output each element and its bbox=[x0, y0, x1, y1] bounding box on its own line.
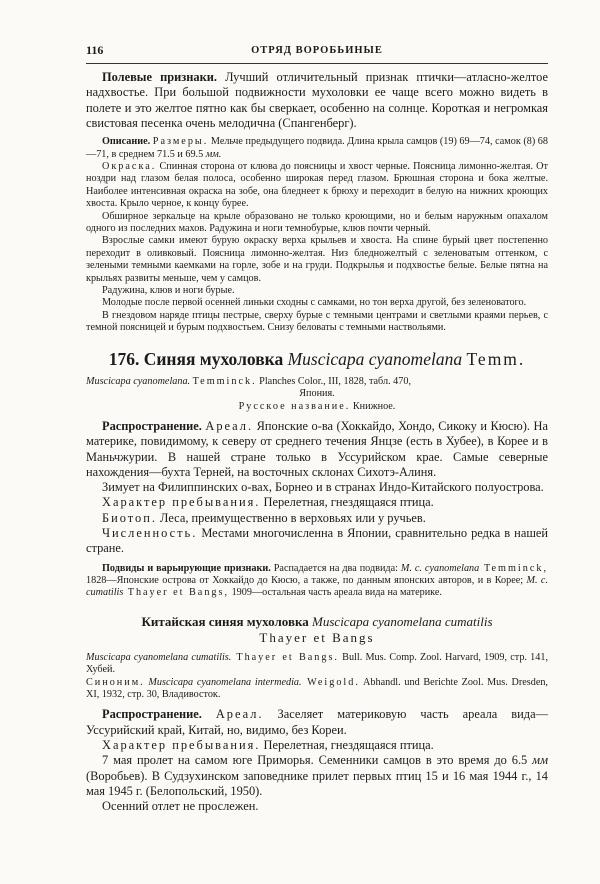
subspecies-text-3: 1909—остальная часть ареала вида на материке. bbox=[229, 587, 442, 599]
species-heading bbox=[86, 348, 548, 370]
subspecies-ref-text: Bull. Mus. Comp. Zool. Harvard, 1909, стр. 141, Хубей. bbox=[86, 651, 548, 676]
nestling-paragraph: В гнездовом наряде птицы пестрые, сверху бурые с темными центрами и светлыми краями перьев, с темной поясницей и бурым подхвостьем. Снизу беловаты с темными наствольями. bbox=[86, 309, 548, 334]
coloration-label: Окраска. bbox=[102, 161, 157, 172]
migration-text-1: 7 мая пролет на самом юге Приморья. Семенники самцов в это время до 6.5 bbox=[102, 753, 533, 768]
autumn-paragraph: Осенний отлет не прослежен. bbox=[102, 799, 259, 814]
subspecies-ref-authors: Thayer et Bangs. bbox=[231, 651, 339, 663]
species-name-lat: Muscicapa cyanomelana bbox=[287, 348, 463, 369]
field-marks-paragraph bbox=[86, 70, 548, 131]
migration-unit: мм bbox=[532, 753, 548, 768]
size-text: Мельче предыдущего подвида. Длина крыла самцов (19) 69—74, самок (8) 68—71, в среднем 71.5 и 69.5 bbox=[86, 136, 548, 160]
subspecies-stay-text: Перелетная, гнездящаяся птица. bbox=[260, 738, 434, 753]
subspecies-distribution bbox=[86, 707, 548, 738]
migration-paragraph bbox=[86, 753, 548, 799]
species-number: 176. bbox=[108, 348, 140, 369]
description-paragraph bbox=[86, 136, 548, 161]
distribution-text: Японские о-ва (Хоккайдо, Хондо, Сикоку и Кюсю). На материке, повидимому, к северу от среднего течения Янцзе (есть в Хубее), в Корее и в Маньчжурии. В нашей стране только в Уссурийском крае. Самые северные нахождения—бухта Терней, на восточных склонах Сихотэ-Алиня. bbox=[86, 418, 548, 479]
russian-name: Книжное. bbox=[350, 400, 396, 412]
subspecies-ref-name: Muscicapa cyanomelana cumatilis. bbox=[86, 651, 232, 663]
subspecies-distribution-text: Заселяет материковую часть ареала вида—Уссурийский край, Китай, но, видимо, без Кореи. bbox=[86, 707, 548, 737]
size-unit: мм. bbox=[205, 148, 222, 160]
species-name-ru: Синяя мухоловка bbox=[143, 348, 284, 369]
abundance-label: Численность. bbox=[102, 525, 198, 540]
areal-label: Ареал. bbox=[205, 418, 254, 433]
subspecies-title-lat: Muscicapa cyanomelana cumatilis bbox=[312, 613, 493, 629]
females-eyes-paragraph: Радужина, клюв и ноги бурые. bbox=[102, 285, 235, 297]
ref-place: Япония. bbox=[299, 388, 335, 400]
header-rule bbox=[86, 63, 548, 64]
size-label: Размеры. bbox=[152, 136, 209, 148]
synonym-name: Muscicapa cyanomelana intermedia. bbox=[144, 676, 302, 688]
subspecies-reference bbox=[86, 652, 548, 677]
ref-author: Temminck. bbox=[192, 375, 257, 387]
page-number: 116 bbox=[86, 43, 104, 57]
females-paragraph: Взрослые самки имеют бурую окраску верха крыльев и хвоста. На спине бурый цвет постепенно переходит в оливковый. Поясница лимонно-желтая. Низ бледножелтый с зеленоватым оттенком, с зелеными темными каемками на горле, зобе и на груди. Подкрылья и подхвостье белые. Белые пятна на крыльях развиты меньше, чем у самцов. bbox=[86, 235, 548, 284]
coloration-paragraph bbox=[86, 161, 548, 211]
page-body bbox=[86, 70, 548, 815]
synonym-line bbox=[86, 677, 548, 702]
abundance-paragraph bbox=[86, 526, 548, 557]
subspecies-authors: Thayer et Bangs bbox=[259, 629, 375, 645]
field-marks-label: Полевые признаки. bbox=[102, 70, 217, 84]
subspecies-stay-label: Характер пребывания. bbox=[102, 738, 261, 753]
subspecies-label: Подвиды и варьирующие признаки. bbox=[102, 562, 271, 574]
subspecies-heading bbox=[86, 614, 548, 630]
subspecies-areal-label: Ареал. bbox=[215, 707, 264, 722]
subspecies-stay bbox=[86, 738, 548, 753]
russian-name-line bbox=[86, 401, 548, 413]
subspecies-lat-1: M. c. cyanomelana bbox=[400, 562, 480, 574]
subspecies-text-1: Распадается на два подвида: bbox=[270, 562, 401, 574]
stay-label: Характер пребывания. bbox=[102, 495, 261, 510]
coloration-text: Спинная сторона от клюва до поясницы и хвост черные. Поясница лимонно-желтая. От ноздри над глазом белая полоса, особенно широкая перед глазом. Брюшная сторона и бока желтые. Наиболее интенсивная окраска на зобе, она бледнеет к брюху и переходит в белую на нижних кроющих хвоста. Крыло черное, к концу бурее. bbox=[86, 161, 548, 210]
description-label: Описание. bbox=[102, 136, 151, 148]
stay-paragraph bbox=[86, 495, 548, 510]
migration-text-2: (Воробьев). В Судзухинском заповеднике прилет первых птиц 15 и 16 мая 1944 г., 14 мая 1945 г. (Белопольский, 1950). bbox=[86, 768, 548, 798]
running-title: ОТРЯД ВОРОБЬИНЫЕ bbox=[251, 45, 383, 56]
distribution-label: Распространение. bbox=[102, 418, 202, 433]
species-reference bbox=[86, 376, 548, 388]
russian-name-label: Русское название. bbox=[238, 400, 351, 412]
ref-text: Planches Color., III, 1828, табл. 470, bbox=[256, 375, 411, 387]
biotope-paragraph bbox=[86, 511, 548, 526]
biotope-label: Биотоп. bbox=[102, 510, 157, 525]
synonym-author: Weigold. bbox=[301, 676, 360, 688]
synonym-text: Abhandl. und Berichte Zool. Mus. Dresden, XI, 1932, стр. 30, Владивосток. bbox=[86, 676, 548, 701]
synonym-label: Синоним. bbox=[86, 676, 145, 688]
subspecies-author-1: Temminck, bbox=[479, 562, 548, 574]
distribution-paragraph bbox=[86, 419, 548, 480]
subspecies-text-2: 1828—Японские острова от Хоккайдо до Кюсю, а также, по данным японских авторов, и в Корее; bbox=[86, 574, 527, 586]
wintering-paragraph: Зимует на Филиппинских о-вах, Борнео и в странах Индо-Китайского полуострова. bbox=[102, 480, 544, 495]
stay-text: Перелетная, гнездящаяся птица. bbox=[260, 495, 434, 510]
subspecies-distribution-label: Распространение. bbox=[102, 707, 202, 722]
biotope-text: Леса, преимущественно в верховьях или у ручьев. bbox=[156, 510, 426, 525]
wing-mirror-paragraph: Обширное зеркальце на крыле образовано не только кроющими, но и белым наружным опахалом одного из последних махов. Радужина и ноги темнобурые, клюв почти черный. bbox=[86, 210, 548, 235]
abundance-text: Местами многочисленна в Японии, сравнительно редка в нашей стране. bbox=[86, 525, 548, 556]
young-paragraph: Молодые после первой осенней линьки сходны с самками, но тон верха другой, без зеленоватого. bbox=[102, 297, 527, 309]
species-author: Temm. bbox=[466, 348, 526, 369]
subspecies-author-2: Thayer et Bangs, bbox=[123, 587, 230, 599]
subspecies-paragraph bbox=[86, 563, 548, 600]
field-marks-text: Лучший отличительный признак птички—атласно-желтое надхвостье. При большой подвижности мухоловки ее чаще всего можно видеть в полете и это желтое пятно как бы сверкает, особенно на солнце. Короткая и негромкая свистовая песенка очень мелодична (Спангенберг). bbox=[86, 70, 548, 130]
subspecies-lat-2: M. c. cumatilis bbox=[86, 574, 548, 599]
ref-name: Muscicapa cyanomelana. bbox=[86, 375, 191, 387]
subspecies-title-ru: Китайская синяя мухоловка bbox=[141, 613, 309, 629]
